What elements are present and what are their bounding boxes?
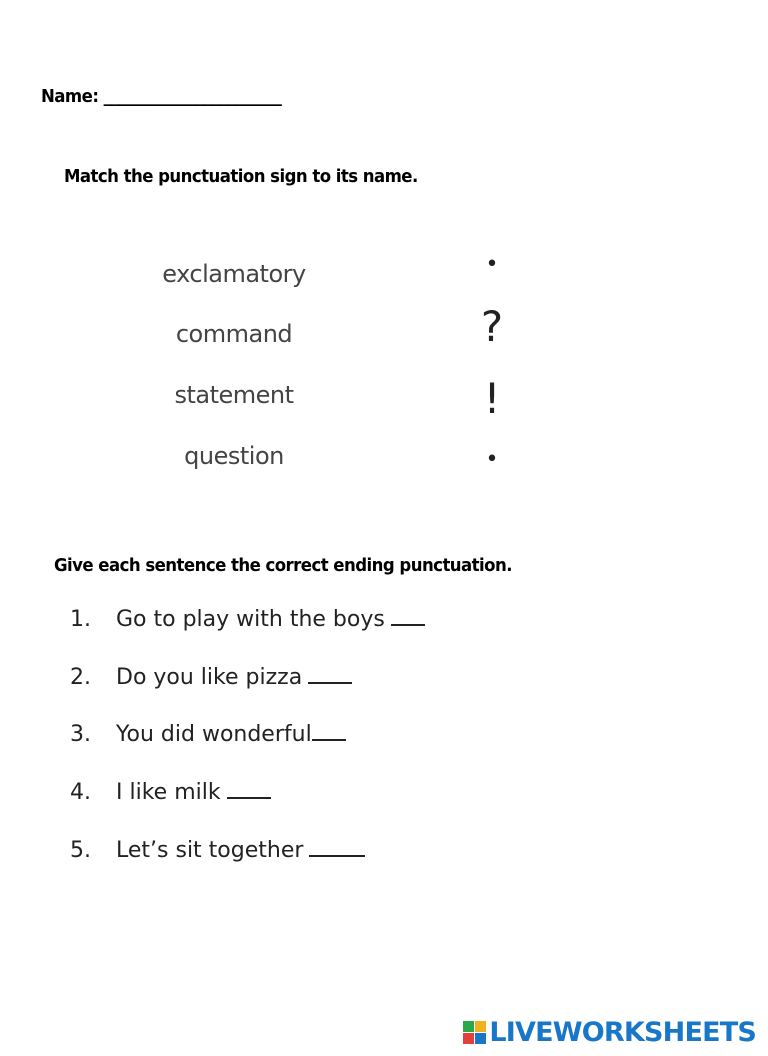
match-word-question[interactable]: question [184,442,284,470]
sentence-text: Let’s sit together [116,838,304,863]
logo-square-blue [475,1033,486,1044]
sentence-row-3 [66,721,346,751]
logo-square-green [463,1021,474,1032]
sentence-text: Do you like pizza [116,665,303,690]
sentence-row-2 [66,664,352,694]
sentence-number: 4. [70,780,91,805]
match-sign-exclamation-mark[interactable]: ! [483,374,501,423]
sentence-number: 2. [70,665,91,690]
sentence-number: 5. [70,838,91,863]
sentence-row-1 [66,606,425,636]
answer-blank-5[interactable] [309,837,365,857]
matching-instructions: Match the punctuation sign to its name. [64,166,418,187]
sentence-row-4 [66,779,271,809]
match-word-statement[interactable]: statement [174,381,294,409]
liveworksheets-logo-icon [463,1021,486,1044]
logo-square-yellow [475,1021,486,1032]
match-sign-period-1[interactable]: • [485,252,499,277]
sentence-text: You did wonderful [116,722,312,747]
match-word-command[interactable]: command [175,320,293,348]
match-word-exclamatory[interactable]: exclamatory [162,260,306,288]
logo-square-red [463,1033,474,1044]
answer-blank-1[interactable] [391,606,425,626]
match-sign-period-2[interactable]: • [485,447,499,472]
sentence-number: 3. [70,722,91,747]
answer-blank-2[interactable] [308,664,352,684]
answer-blank-3[interactable] [312,721,346,741]
liveworksheets-watermark [463,1018,756,1046]
match-sign-question-mark[interactable]: ? [480,302,504,351]
sentence-row-5 [66,837,365,867]
watermark-text: LIVEWORKSHEETS [489,1016,756,1048]
sentence-text: I like milk [116,780,221,805]
sentences-instructions: Give each sentence the correct ending punctuation. [54,555,512,576]
sentence-text: Go to play with the boys [116,607,385,632]
name-field-line[interactable]: Name: _______________________ [41,86,282,107]
answer-blank-4[interactable] [227,779,271,799]
sentence-number: 1. [70,607,91,632]
